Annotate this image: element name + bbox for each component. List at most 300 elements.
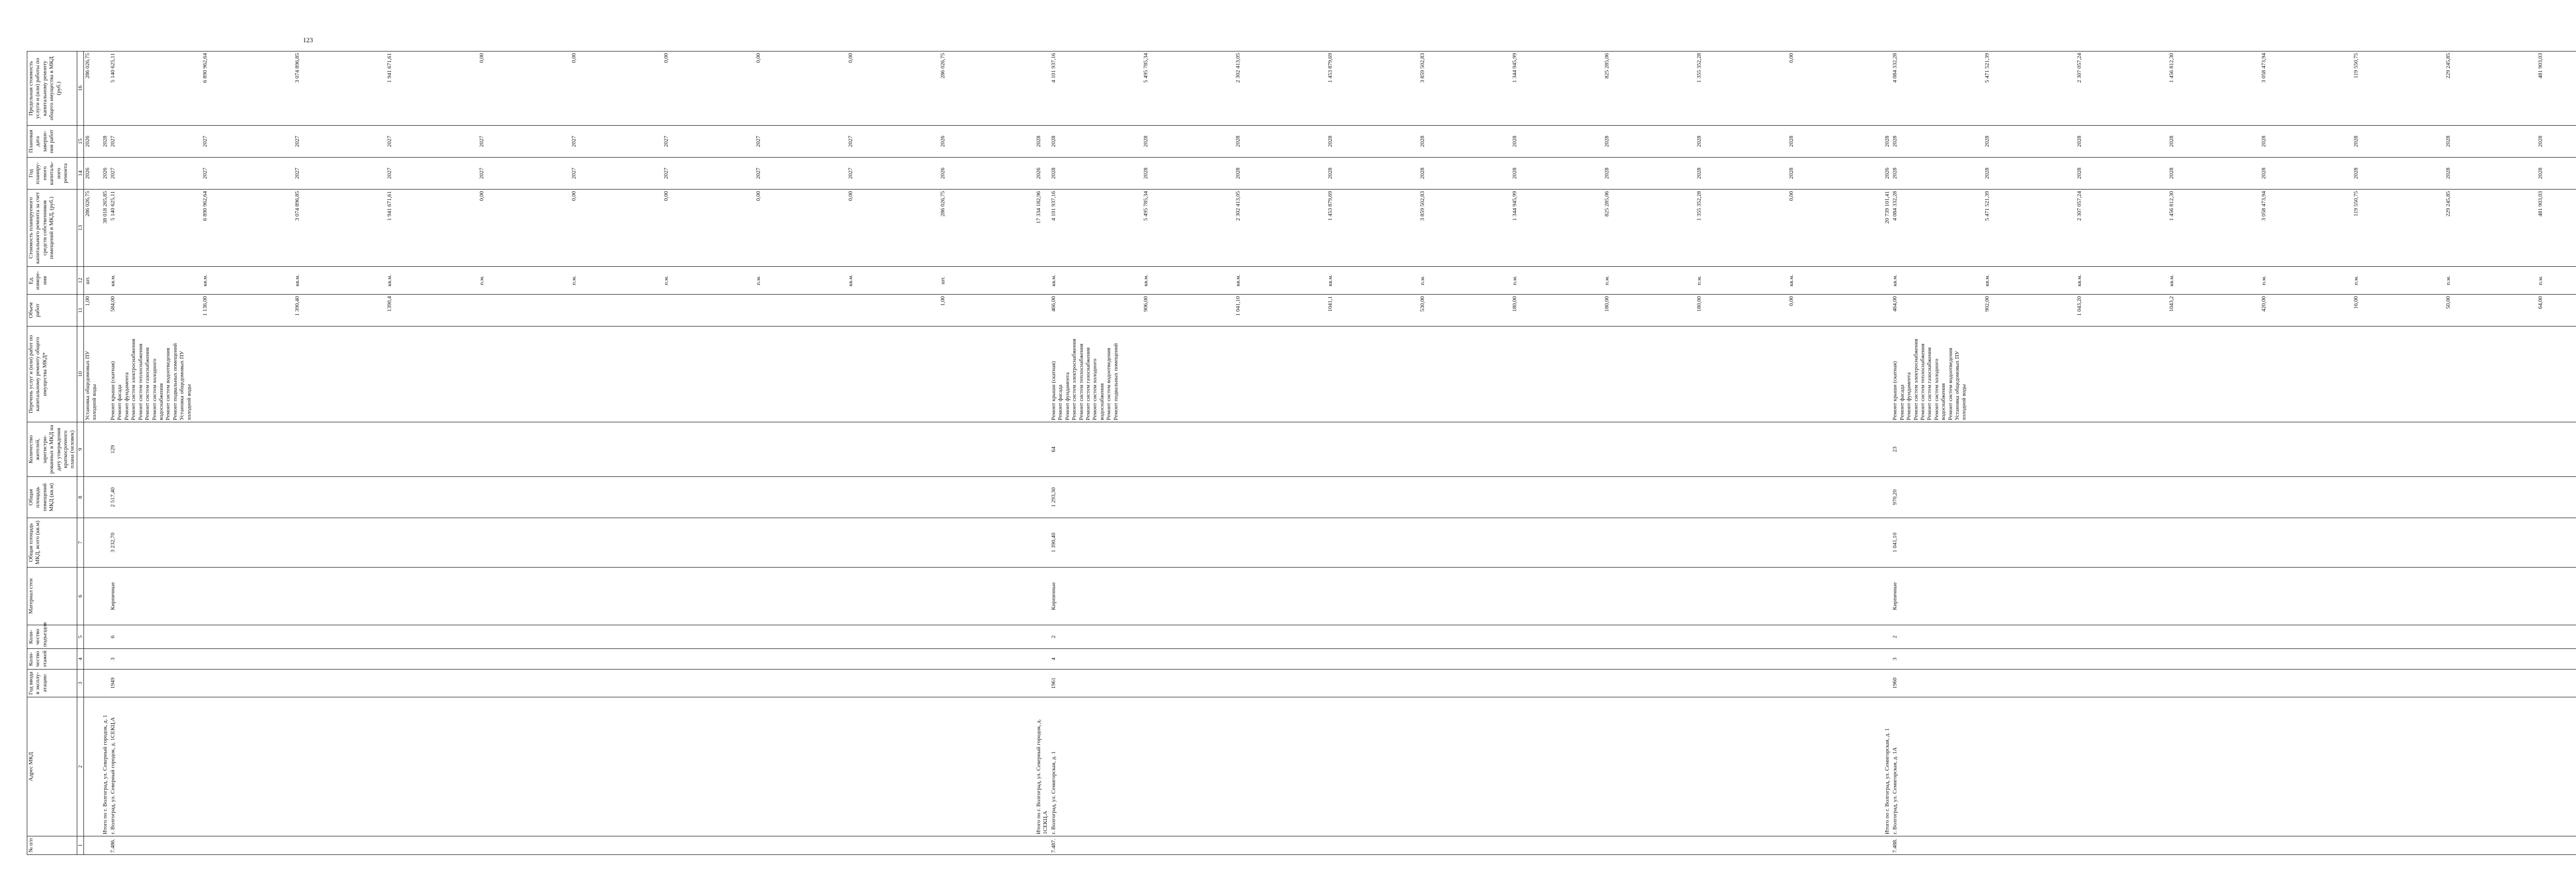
work-end-date: 2028 — [2445, 135, 2452, 147]
work-cost: 1 344 945,99 — [1511, 191, 1518, 221]
total-year: 2026 — [1881, 158, 1891, 190]
work-year: 2028 — [1696, 167, 1702, 179]
empty-cell — [1032, 52, 1050, 126]
entrances-count: 2 — [1050, 625, 1881, 649]
work-limit-cost: 5 495 785,34 — [1142, 53, 1149, 83]
work-cost: 4 101 937,16 — [1050, 191, 1057, 221]
work-limit-cost: 1 344 945,99 — [1511, 53, 1518, 83]
work-name: Ремонт фундамента — [1906, 372, 1912, 420]
header-cell: Объем работ — [27, 295, 77, 327]
column-number: 10 — [77, 327, 83, 422]
house-address: г. Волгоград, ул. Семигорская, д. 1А — [1891, 697, 2576, 836]
work-year: 2027 — [386, 167, 393, 179]
work-year: 2028 — [2353, 167, 2360, 179]
empty-cell — [99, 518, 109, 568]
work-cost: 2 302 413,05 — [1234, 191, 1241, 221]
work-unit: п.м. — [1603, 276, 1610, 285]
work-volume: 1390,4 — [386, 296, 393, 312]
work-unit: кв.м. — [1788, 275, 1794, 286]
total-label: Итого по г. Волгоград, ул. Семигорская, д. 1 — [1881, 697, 1891, 836]
work-end-date: 2028 — [2261, 135, 2267, 147]
work-limit-cost: 825 285,06 — [1603, 53, 1610, 79]
work-unit: кв.м. — [1234, 275, 1241, 286]
work-name: Ремонт фасада — [1057, 384, 1064, 420]
work-volume: 1 136,00 — [202, 296, 209, 316]
work-limit-cost: 0,00 — [1788, 53, 1794, 63]
work-end-date: 2027 — [479, 135, 485, 147]
empty-cell — [99, 568, 109, 625]
work-name: Ремонт систем водоотведения — [1106, 348, 1112, 420]
empty-cell — [1032, 327, 1050, 422]
column-number: 13 — [77, 190, 83, 267]
house-row — [1891, 52, 2576, 855]
work-limit-cost: 6 890 962,64 — [202, 53, 209, 83]
empty-cell — [1881, 625, 1891, 649]
column-number: 14 — [77, 158, 83, 190]
work-limit-cost-list — [109, 52, 1032, 126]
work-unit: п.м. — [1511, 276, 1518, 285]
year-built: 1949 — [109, 670, 1032, 697]
work-year: 2028 — [1050, 167, 1057, 179]
header-cell: Год ввода в эксплу-атацию — [27, 670, 77, 697]
work-volume — [663, 296, 755, 324]
work-end-date: 2027 — [755, 135, 762, 147]
work-end-date: 2028 — [1142, 135, 1149, 147]
work-limit-cost: 3 074 896,85 — [294, 53, 301, 83]
total-end-date: 2028 — [1881, 126, 1891, 158]
work-unit: п.м. — [2445, 276, 2452, 285]
work-end-date-list — [109, 126, 1032, 158]
work-unit: кв.м. — [2076, 275, 2083, 286]
total-year: 2026 — [1032, 158, 1050, 190]
work-volume: 420,00 — [2261, 296, 2267, 312]
header-cell: Общая площадь помещений МКД (кв.м) — [27, 477, 77, 518]
work-limit-cost: 1 355 352,28 — [1696, 53, 1702, 83]
work-limit-cost: 0,00 — [571, 53, 578, 63]
rotated-table-container — [27, 52, 2544, 855]
column-number: 8 — [77, 477, 83, 518]
work-year: 2027 — [294, 167, 301, 179]
header-cell: Коли-чество подъездов — [27, 625, 77, 649]
work-end-date: 2028 — [1327, 135, 1333, 147]
work-cost-list — [1050, 190, 1881, 267]
work-limit-cost: 0,00 — [848, 53, 854, 63]
work-volume-list — [109, 295, 1032, 327]
work-limit-cost-list — [1050, 52, 1881, 126]
entrances-count: 2 — [1891, 625, 2576, 649]
work-volume: 1 043,20 — [2076, 296, 2083, 316]
work-unit: п.м. — [755, 276, 762, 285]
work-unit-list — [1050, 267, 1881, 295]
column-number: 7 — [77, 518, 83, 568]
work-volume: 50,00 — [2445, 296, 2452, 309]
empty-cell — [99, 836, 109, 855]
house-row — [109, 52, 1032, 855]
header-row — [27, 52, 77, 855]
work-year: 2028 — [1419, 167, 1426, 179]
work-end-date: 2028 — [1892, 135, 1899, 147]
work-volume: 180,00 — [1696, 296, 1702, 312]
work-cost: 1 941 671,61 — [386, 191, 393, 221]
column-number: 9 — [77, 422, 83, 477]
header-cell: Предельная стоимость услуги и (или) работы по капитальному ремонту общего имущества в МКД (руб.) — [27, 52, 77, 126]
total-area: 3 232,70 — [109, 518, 1032, 568]
column-number: 2 — [77, 697, 83, 836]
work-limit-cost-list — [1891, 52, 2576, 126]
work-name: Установка общедомовых ПУ холодной воды — [179, 351, 192, 420]
work-limit-cost: 1 456 812,30 — [2168, 53, 2175, 83]
work-name: Ремонт систем электроснабжения — [130, 338, 137, 420]
work-end-date: 2027 — [848, 135, 854, 147]
work-volume: 180,00 — [1603, 296, 1610, 312]
work-limit-cost: 2 307 057,24 — [2076, 53, 2083, 83]
work-unit: кв.м. — [1892, 275, 1899, 286]
empty-cell — [1032, 625, 1050, 649]
work-end-date: 2028 — [1984, 135, 1991, 147]
column-number: 5 — [77, 625, 83, 649]
work-name: Ремонт фундамента — [1064, 372, 1071, 420]
empty-cell — [1032, 518, 1050, 568]
empty-cell — [1032, 295, 1050, 327]
work-volume: 464,00 — [1892, 296, 1899, 312]
work-name: Ремонт систем теплоснабжения — [1078, 344, 1084, 420]
work-cost: 0,00 — [848, 191, 854, 201]
work-volume-list — [1891, 295, 2576, 327]
work-volume: 584,00 — [110, 296, 116, 312]
work-end-date: 2028 — [1603, 135, 1610, 147]
empty-cell — [1032, 477, 1050, 518]
work-year: 2027 — [571, 167, 578, 179]
residents-count: 129 — [109, 422, 1032, 477]
work-end-date: 2026 — [83, 126, 98, 158]
work-unit: кв.м. — [848, 275, 854, 286]
house-address: г. Волгоград, ул. Семигорская, д. 1 — [1050, 697, 1881, 836]
empty-cell — [1881, 422, 1891, 477]
work-name: Ремонт систем электроснабжения — [1071, 338, 1078, 420]
total-label: Итого по г. Волгоград, ул. Северный городок, д. 1СЕКЦ.А — [1032, 697, 1050, 836]
work-year-list — [1050, 158, 1881, 190]
work-unit: п.м. — [1419, 276, 1426, 285]
column-number: 3 — [77, 670, 83, 697]
work-name: Установка общедомовых ПУ холодной воды — [83, 327, 98, 422]
column-number-row — [77, 52, 83, 855]
work-unit: шт. — [940, 276, 946, 285]
work-volume — [755, 296, 848, 324]
wall-material: Кирпичные — [1050, 568, 1881, 625]
empty-cell — [99, 649, 109, 670]
work-cost: 825 285,06 — [1603, 191, 1610, 217]
work-cost: 481 903,03 — [2537, 191, 2544, 217]
row-number: 7.487. — [1050, 836, 1881, 855]
work-limit-cost: 4 084 332,28 — [1892, 53, 1899, 83]
empty-cell — [1881, 267, 1891, 295]
work-unit: кв.м. — [2168, 275, 2175, 286]
empty-cell — [99, 670, 109, 697]
work-cost: 2 307 057,24 — [2076, 191, 2083, 221]
work-end-date: 2027 — [294, 135, 301, 147]
floors-count: 3 — [1891, 649, 2576, 670]
empty-cell — [99, 267, 109, 295]
house-address: г. Волгоград, ул. Северный городок, д. 1СЕКЦ.А — [109, 697, 1032, 836]
work-end-date: 2028 — [1788, 135, 1794, 147]
total-end-date: 2028 — [1032, 126, 1050, 158]
work-end-date: 2028 — [1234, 135, 1241, 147]
empty-cell — [99, 52, 109, 126]
work-end-date: 2028 — [2537, 135, 2544, 147]
empty-cell — [99, 327, 109, 422]
wall-material: Кирпичные — [1891, 568, 2576, 625]
capital-repair-table — [27, 51, 2576, 855]
work-end-date: 2028 — [1511, 135, 1518, 147]
work-unit: п.м. — [663, 276, 670, 285]
work-limit-cost: 5 471 521,39 — [1984, 53, 1991, 83]
work-year: 2027 — [755, 167, 762, 179]
work-cost: 3 859 502,83 — [1419, 191, 1426, 221]
work-year: 2027 — [663, 167, 670, 179]
empty-cell — [1881, 518, 1891, 568]
work-year: 2028 — [1327, 167, 1333, 179]
work-unit: кв.м. — [386, 275, 393, 286]
work-unit: кв.м. — [1050, 275, 1057, 286]
work-unit: п.м. — [479, 276, 485, 285]
work-limit-cost: 0,00 — [663, 53, 670, 63]
work-name: Ремонт систем холодного водоснабжения — [151, 358, 164, 420]
work-cost: 3 074 896,85 — [294, 191, 301, 221]
empty-cell — [1881, 295, 1891, 327]
work-year: 2027 — [202, 167, 209, 179]
work-unit: кв.м. — [1142, 275, 1149, 286]
work-limit-cost: 1 941 671,61 — [386, 53, 393, 83]
work-volume: 180,00 — [1511, 296, 1518, 312]
work-end-date: 2028 — [2353, 135, 2360, 147]
work-volume: 466,00 — [1050, 296, 1057, 312]
column-number: 16 — [77, 52, 83, 126]
floors-count: 3 — [109, 649, 1032, 670]
work-name: Ремонт крыши (скатная) — [1892, 361, 1899, 420]
empty-cell — [1881, 477, 1891, 518]
work-cost: 1 456 812,30 — [2168, 191, 2175, 221]
work-cost: 0,00 — [571, 191, 578, 201]
work-end-date: 2027 — [110, 135, 116, 147]
work-name: Ремонт систем электроснабжения — [1912, 338, 1919, 420]
work-end-date: 2028 — [2168, 135, 2175, 147]
work-end-date-list — [1891, 126, 2576, 158]
header-cell: Адрес МКД — [27, 697, 77, 836]
total-end-date: 2028 — [99, 126, 109, 158]
work-year: 2028 — [2261, 167, 2267, 179]
work-volume: 1,00 — [83, 295, 98, 327]
work-limit-cost: 0,00 — [755, 53, 762, 63]
work-cost: 1 355 352,28 — [1696, 191, 1702, 221]
work-limit-cost: 481 903,03 — [2537, 53, 2544, 79]
header-cell: № п/п — [27, 836, 77, 855]
work-unit-list — [109, 267, 1032, 295]
work-year: 2028 — [1511, 167, 1518, 179]
empty-cell — [99, 295, 109, 327]
empty-cell — [1032, 649, 1050, 670]
year-built: 1960 — [1891, 670, 2576, 697]
total-label: Итого по г. Волгоград, ул. Северный городок, д. 1 — [99, 697, 109, 836]
work-name: Ремонт фасада — [1899, 384, 1905, 420]
work-year: 2027 — [479, 167, 485, 179]
work-limit-cost: 286 026,75 — [83, 52, 98, 126]
work-end-date: 2028 — [1050, 135, 1057, 147]
work-volume: 1 041,10 — [1234, 296, 1241, 316]
work-limit-cost: 119 550,75 — [2353, 53, 2360, 79]
house-row — [1050, 52, 1881, 855]
empty-cell — [1032, 670, 1050, 697]
total-row — [1881, 52, 1891, 855]
work-year: 2026 — [940, 167, 946, 179]
residents-count: 64 — [1050, 422, 1881, 477]
work-limit-cost: 229 245,85 — [2445, 53, 2452, 79]
total-cost: 17 334 182,96 — [1032, 190, 1050, 267]
work-end-date: 2027 — [202, 135, 209, 147]
work-unit: п.м. — [571, 276, 578, 285]
work-cost: 5 471 521,39 — [1984, 191, 1991, 221]
total-row — [99, 52, 109, 855]
work-unit: п.м. — [2261, 276, 2267, 285]
empty-cell — [99, 422, 109, 477]
work-volume: 902,00 — [1984, 296, 1991, 312]
work-unit: шт. — [83, 267, 98, 295]
work-name: Ремонт систем газоснабжения — [1926, 347, 1933, 420]
work-year: 2027 — [110, 167, 116, 179]
work-name: Ремонт систем газоснабжения — [1084, 347, 1091, 420]
work-name-list — [1050, 327, 1881, 422]
work-cost: 0,00 — [479, 191, 485, 201]
header-cell: Ед. измере-ния — [27, 267, 77, 295]
work-volume — [571, 296, 663, 324]
work-year-list — [109, 158, 1032, 190]
empty-cell — [1881, 836, 1891, 855]
work-limit-cost: 286 026,75 — [940, 53, 946, 79]
work-year: 2026 — [83, 158, 98, 190]
rooms-area: 2 517,40 — [109, 477, 1032, 518]
column-number: 4 — [77, 649, 83, 670]
empty-cell — [1881, 670, 1891, 697]
work-cost: 119 550,75 — [2353, 191, 2360, 217]
work-year: 2028 — [1603, 167, 1610, 179]
work-name-list — [1891, 327, 2576, 422]
table-body — [83, 52, 2576, 855]
total-cost: 38 018 265,85 — [99, 190, 109, 267]
work-name: Ремонт фасада — [116, 384, 123, 420]
work-cost: 5 140 625,11 — [110, 191, 116, 221]
work-unit: кв.м. — [1327, 275, 1333, 286]
empty-cell — [99, 625, 109, 649]
work-year: 2027 — [848, 167, 854, 179]
header-cell: Материал стен — [27, 568, 77, 625]
work-volume: 530,00 — [1419, 296, 1426, 312]
total-row — [1032, 52, 1050, 855]
work-volume — [848, 296, 940, 324]
work-name: Ремонт систем водоотведения — [165, 348, 172, 420]
work-limit-cost: 0,00 — [479, 53, 485, 63]
work-unit: п.м. — [1696, 276, 1702, 285]
work-cost: 286 026,75 — [940, 191, 946, 217]
work-volume: 16,00 — [2353, 296, 2360, 309]
work-end-date: 2026 — [940, 135, 946, 147]
work-limit-cost: 1 453 879,69 — [1327, 53, 1333, 83]
work-year: 2028 — [1788, 167, 1794, 179]
work-year: 2028 — [1234, 167, 1241, 179]
work-name: Ремонт систем теплоснабжения — [1919, 344, 1926, 420]
work-end-date-list — [1050, 126, 1881, 158]
work-cost: 1 453 879,69 — [1327, 191, 1333, 221]
header-cell: Плановая дата заверше-ния работ — [27, 126, 77, 158]
work-cost: 0,00 — [1788, 191, 1794, 201]
work-name: Ремонт систем холодного водоснабжения — [1933, 358, 1947, 420]
work-name: Ремонт крыши (скатная) — [110, 361, 116, 420]
work-end-date: 2028 — [1696, 135, 1702, 147]
work-unit-list — [1891, 267, 2576, 295]
work-unit: кв.м. — [294, 275, 301, 286]
work-name: Ремонт подвальных помещений — [172, 343, 178, 420]
work-year: 2028 — [2445, 167, 2452, 179]
header-cell: Общая площадь МКД, всего (кв.м) — [27, 518, 77, 568]
column-number: 6 — [77, 568, 83, 625]
work-volume: 1043,2 — [2168, 296, 2175, 312]
work-cost: 6 890 962,64 — [202, 191, 209, 221]
work-end-date: 2028 — [2076, 135, 2083, 147]
header-cell: Перечень услуг и (или) работ по капитальному ремонту общего имущества МКД* — [27, 327, 77, 422]
row-number: 7.486. — [109, 836, 1032, 855]
column-number: 11 — [77, 295, 83, 327]
work-end-date: 2027 — [386, 135, 393, 147]
work-limit-cost: 3 859 502,83 — [1419, 53, 1426, 83]
work-name: Установка общедомовых ПУ холодной воды — [1954, 351, 1968, 420]
work-name: Ремонт систем теплоснабжения — [137, 344, 144, 420]
work-name: Ремонт систем газоснабжения — [144, 347, 151, 420]
rooms-area: 970,20 — [1891, 477, 2576, 518]
work-name-list — [109, 327, 1032, 422]
wall-material: Кирпичные — [109, 568, 1032, 625]
work-limit-cost: 5 140 625,11 — [110, 53, 116, 83]
work-unit: кв.м. — [1984, 275, 1991, 286]
work-cost: 286 026,75 — [83, 190, 98, 267]
column-number: 12 — [77, 267, 83, 295]
work-unit: п.м. — [2537, 276, 2544, 285]
empty-cell — [1032, 267, 1050, 295]
column-number: 15 — [77, 126, 83, 158]
work-unit: кв.м. — [202, 275, 209, 286]
work-end-date: 2027 — [571, 135, 578, 147]
work-cost: 0,00 — [755, 191, 762, 201]
work-year: 2028 — [2168, 167, 2175, 179]
work-cost: 3 058 473,94 — [2261, 191, 2267, 221]
empty-cell — [1881, 327, 1891, 422]
work-limit-cost: 2 302 413,05 — [1234, 53, 1241, 83]
column-number: 1 — [77, 836, 83, 855]
continuation-row — [83, 52, 98, 855]
work-limit-cost: 3 058 473,94 — [2261, 53, 2267, 83]
work-unit: п.м. — [2353, 276, 2360, 285]
work-limit-cost: 4 101 937,16 — [1050, 53, 1057, 83]
work-year: 2028 — [1142, 167, 1149, 179]
empty-cell — [1032, 422, 1050, 477]
work-year-list — [1891, 158, 2576, 190]
total-area: 1 041,10 — [1891, 518, 2576, 568]
work-volume-list — [1050, 295, 1881, 327]
work-cost-list — [109, 190, 1032, 267]
work-year: 2028 — [2076, 167, 2083, 179]
work-end-date: 2027 — [663, 135, 670, 147]
total-area: 1 390,40 — [1050, 518, 1881, 568]
empty-cell — [99, 477, 109, 518]
work-volume: 1,00 — [940, 296, 946, 306]
residents-count: 23 — [1891, 422, 2576, 477]
